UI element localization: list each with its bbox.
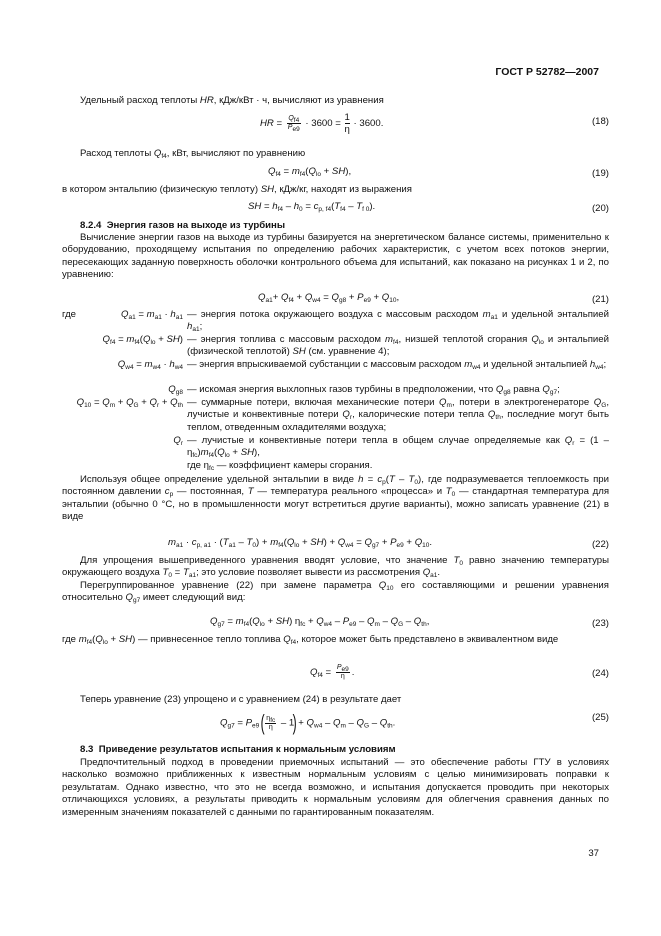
def-qw4-text: — энергия впрыскиваемой субстанции с массовым расходом $m_{w4}$ и удельной энтальпией $h_{w4}$; bbox=[187, 359, 607, 371]
where-label: где bbox=[62, 309, 77, 320]
equation-number-19: (19) bbox=[591, 168, 609, 179]
equation-20: SH = $h_{f4} - h_0 = c_{p, f4}(T_{f4} - T_{f 0})$. bbox=[248, 201, 376, 213]
paragraph-8-2-4: Вычисление энергии газов на выходе из турбины базируется на энергетическом балансе системы, применительно к оборудованию, проходящему испытания по определению рабочих характеристик, с учетом всех потоков энергии, пересекающих заданную поверхность оболочки контрольного объема для испытаний, как показано на рисунках 1 и 2, по уравнению: bbox=[62, 232, 609, 281]
equation-number-20: (20) bbox=[591, 203, 609, 214]
equation-23: $Q_{g7} = m_{f4}(Q_{lo} + SH) \eta_{fc} + Q_{w4} - P_{e9} - Q_m - Q_G - Q_{th}$, bbox=[210, 616, 430, 628]
equation-21: $Q_{a1}+ Q_{f4} + Q_{w4} = Q_{g8} + P_{e9} + Q_{10}$, bbox=[258, 292, 400, 304]
qf4-intro: Расход теплоты $Q_{f4}$, кВт, вычисляют по уравнению bbox=[80, 148, 306, 160]
paragraph-enthalpy: Используя общее определение удельной энтальпии в виде $h = c_p(T - T_0)$, где подразумевается теплоемкость при постоянном давлении $c_p$ — постоянная, T — температура реального «процесса» и $T_0$ — стандартная температура для энтальпии (обычно 0 °С, но в промышленности могут встретиться другие варианты), можно записать уравнение (21) в виде bbox=[62, 474, 610, 523]
hr-intro: Удельный расход теплоты HR, кДж/кВт · ч, вычисляют из уравнения bbox=[80, 95, 384, 106]
def-qr-formula: $Q_r$ bbox=[173, 435, 183, 447]
paragraph-regroup: Перегруппированное уравнение (22) при замене параметра $Q_{10}$ его составляющими и решении уравнения относительно $Q_{g7}$ имеет следующий вид: bbox=[62, 580, 609, 605]
section-8-2-4-heading: 8.2.4 Энергия газов на выходе из турбины bbox=[80, 220, 286, 231]
paragraph-now-simplified: Теперь уравнение (23) упрощено и с уравнением (24) в результате дает bbox=[80, 694, 402, 705]
def-qr-text: — лучистые и конвективные потери тепла в общем случае определяемые как $Q_r = (1 - \eta_{fc})m_{f4}(Q_{lo} + SH)$, где $\eta_{fc}$ — коэффициент камеры сгорания. bbox=[187, 435, 609, 472]
document-header-title: ГОСТ Р 52782—2007 bbox=[495, 66, 599, 78]
sh-intro: в котором энтальпию (физическую теплоту) SH, кДж/кг, находят из выражения bbox=[62, 184, 412, 195]
def-q10-formula: $Q_{10} = Q_m + Q_G + Q_r + Q_{th}$ bbox=[76, 397, 183, 409]
equation-number-22: (22) bbox=[591, 539, 609, 550]
page-number: 37 bbox=[588, 848, 599, 859]
equation-19: $Q_{f4} = m_{f4}(Q_{lo} + SH)$, bbox=[268, 166, 352, 178]
equation-22: $m_{a1} \cdot c_{p, a1} \cdot (T_{a1} - T_0) + m_{f4}(Q_{lo} + SH) + Q_{w4} = Q_{g7} + P_{e9} + Q_{10}$. bbox=[168, 537, 433, 549]
equation-number-21: (21) bbox=[591, 294, 609, 305]
paragraph-simplification: Для упрощения вышеприведенного уравнения вводят условие, что значение $T_0$ равно значению температуры окружающего воздуха $T_0 = T_{a1}$; это условие позволяет вывести из рассмотрения $Q_{a1}$. bbox=[62, 555, 610, 580]
def-qg8-formula: $Q_{g8}$ bbox=[168, 384, 183, 396]
def-qw4-formula: $Q_{w4} = m_{w4} \cdot h_{w4}$ bbox=[117, 359, 183, 371]
equation-number-24: (24) bbox=[591, 668, 609, 679]
equation-25: $Q_{g7} = P_{e9}$ ( $\eta_{fc}$ η – $1) + Q_{w4} - Q_m - Q_G - Q_{th}$. bbox=[220, 710, 396, 735]
def-qf4-text: — энергия топлива с массовым расходом $m_{f4}$, низшей теплотой сгорания $Q_{lo}$ и энтальпией (физической теплотой) SH (см. уравнение 4); bbox=[187, 334, 609, 358]
where-23-formula: где $m_{f4}(Q_{lo} + SH)$ — привнесенное тепло топлива $Q_{f4}$, которое может быть представлено в эквивалентном виде bbox=[62, 634, 559, 646]
section-8-3-heading: 8.3 Приведение результатов испытания к нормальным условиям bbox=[80, 744, 396, 755]
equation-24: $Q_{f4}$ = $\frac{P_{e9}}{\eta}$ . bbox=[310, 664, 355, 680]
def-qf4-formula: $Q_{f4} = m_{f4}(Q_{lo} + SH)$ bbox=[102, 334, 183, 346]
def-qa1-text: — энергия потока окружающего воздуха с массовым расходом $m_{a1}$ и удельной энтальпией $h_{a1}$; bbox=[187, 309, 609, 334]
def-qa1-formula: $Q_{a1} = m_{a1} \cdot h_{a1}$ bbox=[121, 309, 183, 321]
equation-18: HR = $\frac{Q_{f4}}{P_{e9}}$ · 3600 = $\frac{1}{\eta} \cdot 3600$. bbox=[260, 112, 384, 135]
equation-number-18: (18) bbox=[591, 116, 609, 127]
equation-number-23: (23) bbox=[591, 618, 609, 629]
equation-number-25: (25) bbox=[591, 712, 609, 723]
def-q10-text: — суммарные потери, включая механические потери $Q_m$, потери в электрогенераторе $Q_G$, лучистые и конвективные потери $Q_r$, калорические потери тепла $Q_{th}$, последние могут быть теплом, отведенным охладителями воздуха; bbox=[187, 397, 609, 433]
def-qg8-text: — искомая энергия выхлопных газов турбины в предположении, что $Q_{g8}$ равна $Q_{g7}$; bbox=[187, 384, 560, 396]
paragraph-8-3: Предпочтительный подход в проведении приемочных испытаний — это обеспечение работы ГТУ в условиях насколько возможно приближенных к известным нормальным условиям с целью минимизировать поправки к результатам. Однако известно, что это не всегда возможно, и испытания допускается проводить при некоторых отличающихся условиях, а результаты приводить к нормальным условиям для облегчения сравнения данных по измеренным значениям показателей с данными по гарантированным показателям. bbox=[62, 757, 609, 818]
